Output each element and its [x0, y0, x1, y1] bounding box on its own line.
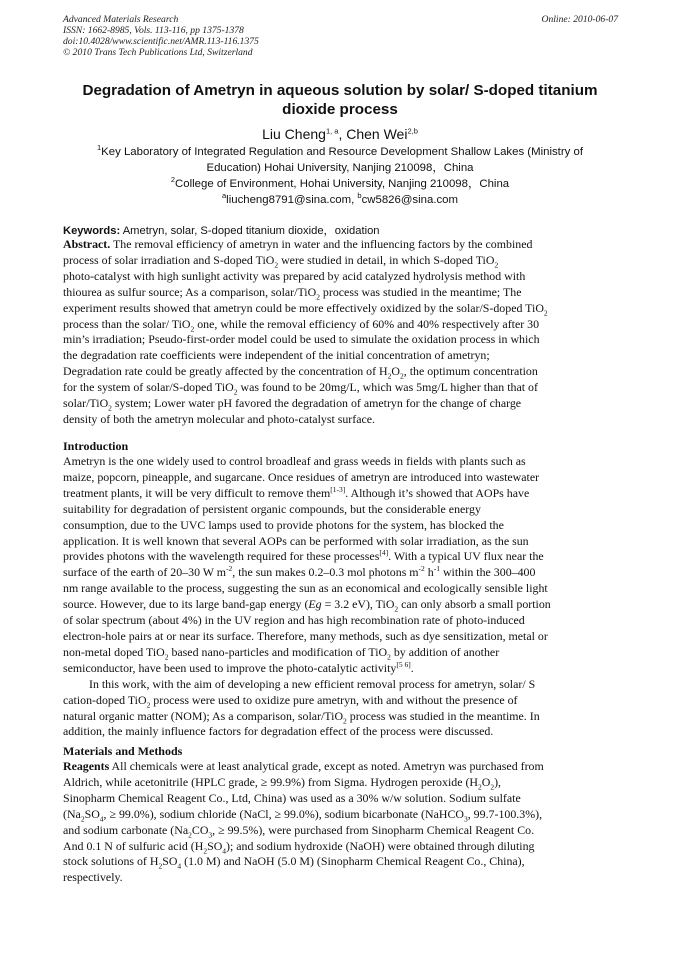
- title-line-2: dioxide process: [282, 101, 398, 118]
- superscript: -2: [226, 564, 233, 574]
- abstract-line: process than the solar/ TiO: [63, 316, 191, 331]
- abstract-line: solar/TiO: [63, 396, 109, 411]
- subscript: 2: [400, 371, 404, 381]
- methods-line: SO: [207, 838, 223, 853]
- abstract-line: , the optimum concentration: [403, 364, 538, 379]
- introduction-body: [63, 454, 618, 740]
- methods-line: , ≥ 99.0%), sodium chloride (NaCl, ≥ 99.0%), sodium bicarbonate (NaHCO: [103, 806, 464, 821]
- intro-line: nm range available to the process, suggesting the sun as an economical and ecologically sensible light: [63, 581, 548, 596]
- intro-line: by addition of another: [390, 644, 500, 659]
- abstract-line: min’s irradiation; Pseudo-first-order model could be used to simulate the oxidation process in which: [63, 332, 540, 347]
- abstract-line: system; Lower water pH favored the degradation of ametryn for the change of charge: [111, 396, 522, 411]
- methods-line: respectively.: [63, 870, 123, 885]
- intro-line: .: [410, 660, 414, 675]
- abstract-line: process was studied in the meantime; The: [319, 284, 522, 299]
- subscript: 2: [387, 652, 391, 662]
- intro-line: h: [424, 565, 434, 580]
- superscript: -1: [433, 564, 440, 574]
- methods-line: And 0.1 N of sulfuric acid (H: [63, 838, 204, 853]
- intro-line: natural organic matter (NOM); As a comparison, solar/TiO: [63, 708, 344, 723]
- intro-line: can only absorb a small portion: [398, 597, 551, 612]
- abstract-line: photo-catalyst with high sunlight activity was prepared by acid catalyzed hydrolysis method with: [63, 268, 526, 283]
- subscript: 2: [343, 715, 347, 725]
- subscript: 2: [164, 652, 169, 662]
- author-2: Chen Wei: [346, 126, 408, 142]
- email-a: liucheng8791@sina.com,: [226, 194, 358, 206]
- intro-line: non-metal doped TiO: [63, 644, 165, 659]
- abstract-line: density of both the ametryn molecular and photo-catalyst surface.: [63, 411, 376, 426]
- intro-line: In this work, with the aim of developing a new efficient removal process for ametryn, solar/ S: [89, 676, 536, 691]
- methods-line: Sinopharm Chemical Reagent Co., Ltd, China) was used as a 30% w/w solution. Sodium sulfate: [63, 790, 521, 805]
- subscript: 2: [80, 814, 85, 824]
- intro-line: electron-hole pairs at or near its surface. Therefore, many methods, such as dye sensitization, metal or: [63, 628, 548, 643]
- methods-line: SO: [84, 806, 100, 821]
- subscript: 2: [108, 403, 112, 413]
- issn-line: ISSN: 1662-8985, Vols. 113-116, pp 1375-1378: [63, 25, 244, 36]
- subscript: 2: [490, 782, 495, 792]
- keywords-text: Ametryn, solar, S-doped titanium dioxide，oxidation: [120, 225, 380, 237]
- abstract-line: The removal efficiency of ametryn in water and the influencing factors by the combined: [110, 237, 533, 251]
- methods-line: ),: [494, 774, 502, 789]
- abstract-line: O: [391, 364, 400, 379]
- abstract: [63, 237, 618, 428]
- subscript: 2: [316, 292, 320, 302]
- band-gap-symbol: Eg: [308, 597, 322, 612]
- email-b-marker: b: [357, 191, 362, 201]
- intro-line: based nano-particles and modification of TiO: [168, 644, 388, 659]
- superscript: -2: [418, 564, 425, 574]
- intro-line: addition, the mainly influence factors for degradation effect of the process were discussed.: [63, 724, 494, 739]
- introduction-heading: Introduction: [63, 439, 129, 453]
- methods-line: O: [481, 774, 491, 789]
- citation: [1-3]: [330, 484, 346, 494]
- methods-line: SO: [162, 854, 178, 869]
- abstract-line: thiourea as sulfur source; As a comparison, solar/TiO: [63, 284, 317, 299]
- methods-line: Aldrich, while acetonitrile (HPLC grade, ≥ 99.9%) from Sigma. Hydrogen peroxide (H: [63, 774, 478, 789]
- subscript: 2: [146, 699, 151, 709]
- reagents-paragraph: [63, 759, 618, 886]
- intro-line: within the 300–400: [439, 565, 536, 580]
- intro-line: . With a typical UV flux near the: [388, 549, 544, 564]
- author-1-affil: 1, a: [325, 126, 339, 136]
- subscript: 4: [222, 845, 227, 855]
- affil-2-text: College of Environment, Hohai University, Nanjing 210098，China: [175, 178, 510, 190]
- intro-line: = 3.2 eV), TiO: [321, 597, 395, 612]
- copyright-line: © 2010 Trans Tech Publications Ltd, Switzerland: [63, 47, 253, 58]
- title-line-1: Degradation of Ametryn in aqueous solution by solar/ S-doped titanium: [82, 82, 598, 99]
- abstract-line: experiment results showed that ametryn could be more effectively oxidized by the solar/S-doped TiO: [63, 300, 544, 315]
- subscript: 2: [494, 260, 499, 270]
- subscript: 2: [158, 861, 163, 871]
- intro-line: Ametryn is the one widely used to control broadleaf and grass weeds in fields with plants such as: [63, 454, 526, 468]
- abstract-line: was found to be 20mg/L, which was 5mg/L higher than that of: [237, 380, 538, 395]
- intro-line: provides photons with the wavelength required for these processes: [63, 549, 380, 564]
- online-date: Online: 2010-06-07: [541, 14, 618, 25]
- author-emails: [62, 192, 618, 208]
- paper-title: [50, 81, 630, 119]
- intro-line: of solar spectrum (about 4%) in the UV region and has high recombination rate of photo-induced: [63, 613, 525, 628]
- abstract-line: the degradation rate coefficients were independent of the initial concentration of ametryn;: [63, 348, 490, 363]
- affil-2-number: 2: [170, 175, 176, 185]
- intro-line: maize, popcorn, pineapple, and sugarcane. Once residues of ametryn are introduced into wastewater: [63, 469, 540, 484]
- methods-line: and sodium carbonate (Na: [63, 822, 189, 837]
- intro-line: suitability for degradation of persistent organic compounds, but the considerable energy: [63, 501, 481, 516]
- intro-line: process was studied in the meantime. In: [346, 708, 540, 723]
- methods-line: , ≥ 99.5%), were purchased from Sinopharm Chemical Reagent Co.: [212, 822, 535, 837]
- subscript: 2: [274, 260, 279, 270]
- intro-line: treatment plants, it will be very difficult to remove them: [63, 485, 331, 500]
- subscript: 4: [177, 861, 182, 871]
- subscript: 2: [233, 387, 238, 397]
- email-b: cw5826@sina.com: [361, 194, 458, 206]
- abstract-line: were studied in detail, in which S-doped TiO: [278, 252, 495, 267]
- reagents-label: Reagents: [63, 759, 110, 773]
- intro-line: semiconductor, have been used to improve the photo-catalytic activity: [63, 660, 397, 675]
- keywords-label: Keywords:: [63, 225, 121, 237]
- abstract-label: Abstract.: [63, 237, 111, 251]
- intro-line: process were used to oxidize pure ametryn, with and without the presence of: [150, 692, 518, 707]
- materials-methods-heading: Materials and Methods: [63, 744, 183, 758]
- abstract-line: Degradation rate could be greatly affected by the concentration of H: [63, 364, 388, 379]
- methods-line: , 99.7-100.3%),: [467, 806, 543, 821]
- author-list: [50, 125, 630, 143]
- doi-line: doi:10.4028/www.scientific.net/AMR.113-116.1375: [63, 36, 259, 47]
- methods-line: CO: [191, 822, 209, 837]
- affiliation-1: [62, 144, 618, 176]
- subscript: 3: [208, 830, 213, 839]
- author-1: Liu Cheng: [262, 126, 326, 142]
- subscript: 2: [190, 323, 195, 333]
- subscript: 2: [387, 371, 392, 381]
- affil-1-line-1: Key Laboratory of Integrated Regulation and Resource Development Shallow Lakes (Ministry of: [101, 146, 583, 158]
- subscript: 2: [394, 604, 399, 614]
- abstract-line: process of solar irradiation and S-doped TiO: [63, 252, 275, 267]
- subscript: 4: [99, 814, 104, 824]
- subscript: 2: [478, 782, 482, 792]
- intro-line: application. It is well known that several AOPs can be performed with solar irradiation, as the sun: [63, 533, 529, 548]
- journal-name: Advanced Materials Research: [63, 14, 179, 25]
- affiliation-2: [62, 176, 618, 192]
- intro-line: consumption, due to the UVC lamps used to provide photons for the system, has blocked the: [63, 517, 504, 532]
- journal-header: [63, 14, 618, 58]
- abstract-line: for the system of solar/S-doped TiO: [63, 380, 234, 395]
- subscript: 2: [188, 830, 192, 839]
- intro-line: . Although it’s showed that AOPs have: [345, 485, 530, 500]
- intro-line: cation-doped TiO: [63, 692, 147, 707]
- methods-line: stock solutions of H: [63, 854, 159, 869]
- citation: [4]: [379, 548, 389, 558]
- email-a-marker: a: [222, 191, 227, 201]
- affil-1-number: 1: [96, 143, 102, 153]
- intro-line: surface of the earth of 20–30 W m: [63, 565, 227, 580]
- subscript: 2: [203, 845, 208, 855]
- methods-line: All chemicals were at least analytical grade, except as noted. Ametryn was purchased from: [109, 759, 544, 773]
- keywords: [63, 222, 623, 238]
- intro-line: source. However, due to its large band-gap energy (: [63, 597, 309, 612]
- subscript: 3: [463, 814, 468, 824]
- abstract-line: one, while the removal efficiency of 60% and 40% respectively after 30: [194, 316, 540, 331]
- affil-1-line-2: Education) Hohai University, Nanjing 210098，China: [206, 162, 474, 174]
- subscript: 2: [543, 308, 548, 317]
- intro-line: , the sun makes 0.2–0.3 mol photons m: [232, 565, 419, 580]
- methods-line: ); and sodium hydroxide (NaOH) were obtained through diluting: [226, 838, 535, 853]
- methods-line: (Na: [63, 806, 81, 821]
- author-2-affil: 2,b: [407, 126, 418, 136]
- author-separator: ,: [338, 126, 347, 142]
- citation: [5 6]: [396, 659, 411, 669]
- methods-line: (1.0 M) and NaOH (5.0 M) (Sinopharm Chemical Reagent Co., China),: [181, 854, 525, 869]
